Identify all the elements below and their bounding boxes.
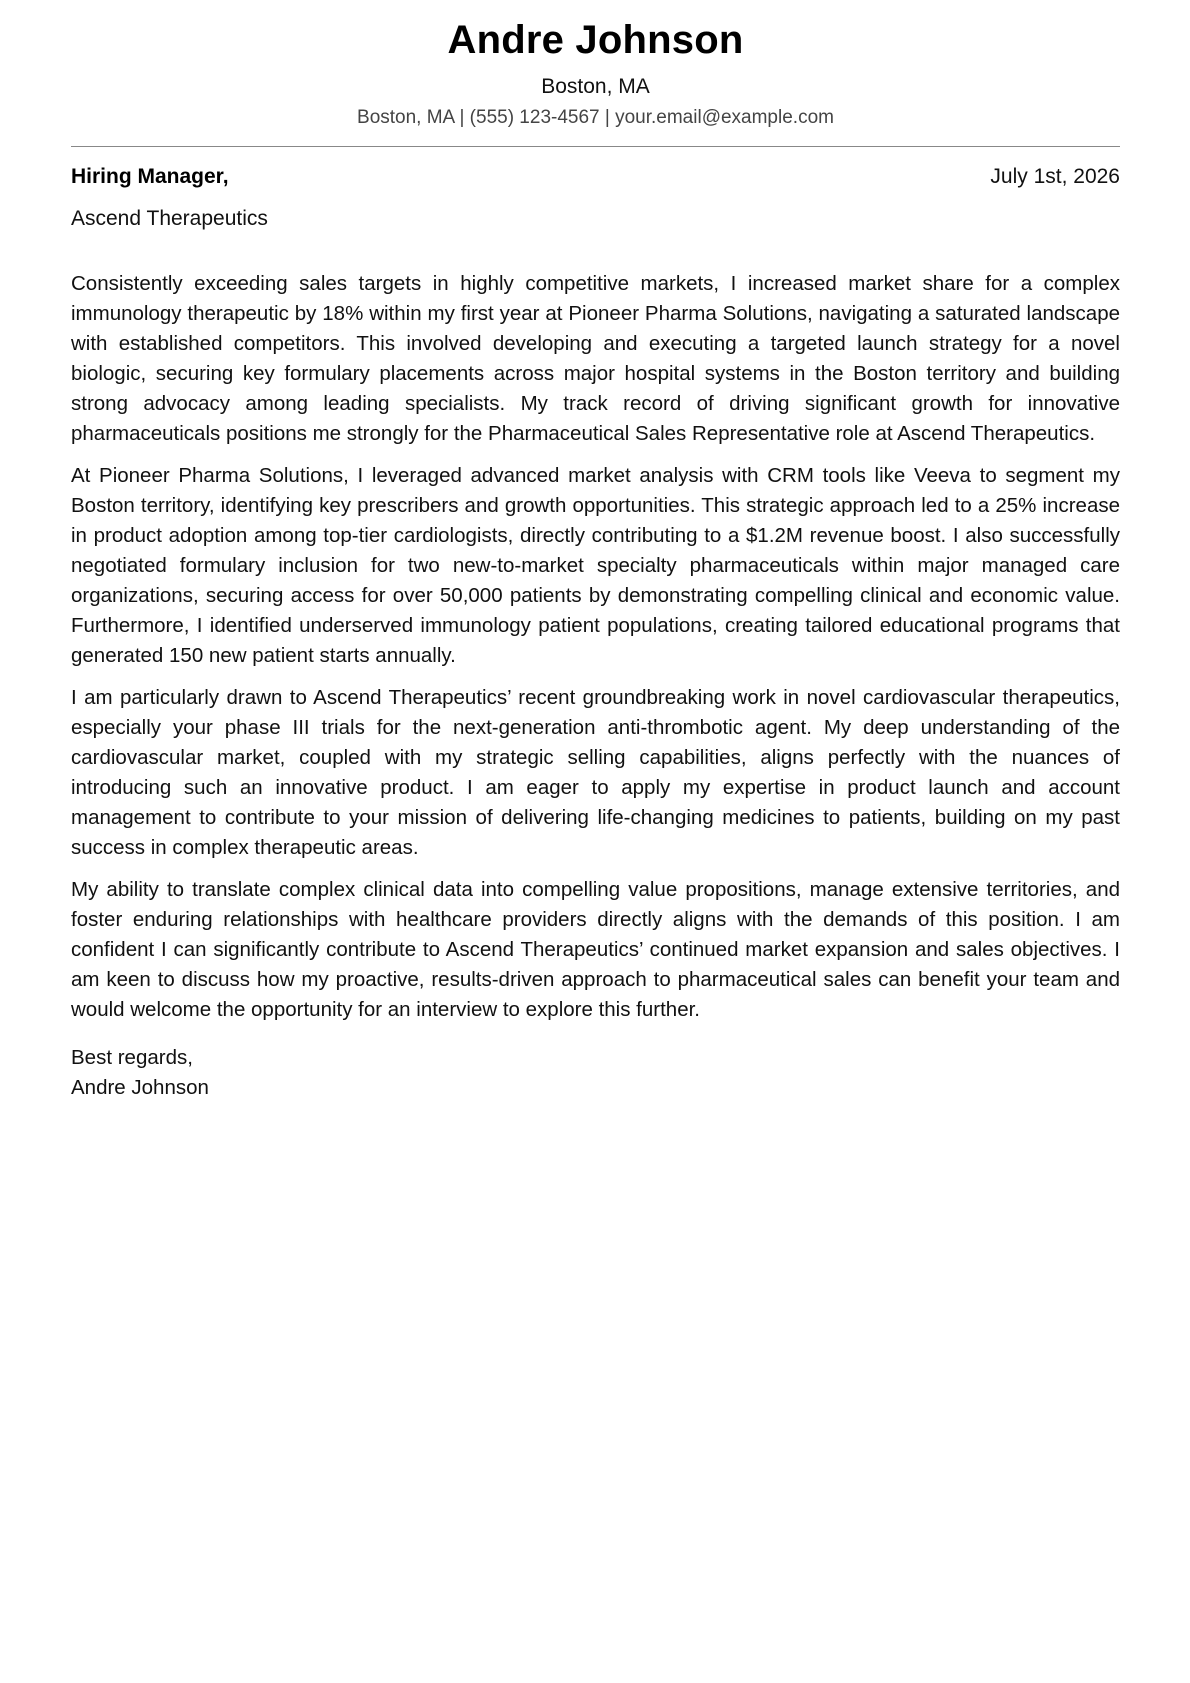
closing-block — [71, 1043, 1120, 1103]
applicant-location: Boston, MA — [541, 75, 650, 98]
body-paragraph-2: At Pioneer Pharma Solutions, I leveraged advanced market analysis with CRM tools like Veeva to segment my Boston territory, identifying key prescribers and growth opportunities. This strategic approach led to a 25% increase in product adoption among top-tier cardiologists, directly contributing to a $1.2M revenue boost. I also successfully negotiated formulary inclusion for two new-to-market specialty pharmaceuticals within major managed care organizations, securing access for over 50,000 patients by demonstrating compelling clinical and economic value. Furthermore, I identified underserved immunology patient populations, creating tailored educational programs that generated 150 new patient starts annually. — [71, 464, 1120, 667]
letter-date: July 1st, 2026 — [990, 165, 1120, 188]
letter-body — [71, 269, 1120, 1025]
cover-letter-page — [71, 0, 1120, 1103]
header-divider — [71, 146, 1120, 147]
body-paragraph-1: Consistently exceeding sales targets in highly competitive markets, I increased market share for a complex immunology therapeutic by 18% within my first year at Pioneer Pharma Solutions, navigating a saturated landscape with established competitors. This involved developing and executing a targeted launch strategy for a novel biologic, securing key formulary placements across major hospital systems in the Boston territory and building strong advocacy among leading specialists. My track record of driving significant growth for innovative pharmaceuticals positions me strongly for the Pharmaceutical Sales Representative role at Ascend Therapeutics. — [71, 272, 1120, 445]
recipient: Hiring Manager, — [71, 165, 229, 188]
company-name: Ascend Therapeutics — [71, 207, 268, 230]
recipient-date-row — [71, 163, 1120, 191]
closing-salutation: Best regards, — [71, 1046, 193, 1069]
body-paragraph-3: I am particularly drawn to Ascend Therapeutics’ recent groundbreaking work in novel cardiovascular therapeutics, especially your phase III trials for the next-generation anti-thrombotic agent. My deep understanding of the cardiovascular market, coupled with my strategic selling capabilities, aligns perfectly with the nuances of introducing such an innovative product. I am eager to apply my expertise in product launch and account management to contribute to your mission of delivering life-changing medicines to patients, building on my past success in complex therapeutic areas. — [71, 686, 1120, 859]
body-paragraph-4: My ability to translate complex clinical data into compelling value propositions, manage extensive territories, and foster enduring relationships with healthcare providers directly aligns with the demands of this position. I am confident I can significantly contribute to Ascend Therapeutics’ continued market expansion and sales objectives. I am keen to discuss how my proactive, results-driven approach to pharmaceutical sales can benefit your team and would welcome the opportunity for an interview to explore this further. — [71, 878, 1120, 1021]
signature-name: Andre Johnson — [71, 1076, 209, 1099]
contact-line: Boston, MA | (555) 123-4567 | your.email@example.com — [357, 107, 834, 128]
applicant-name: Andre Johnson — [447, 18, 744, 62]
